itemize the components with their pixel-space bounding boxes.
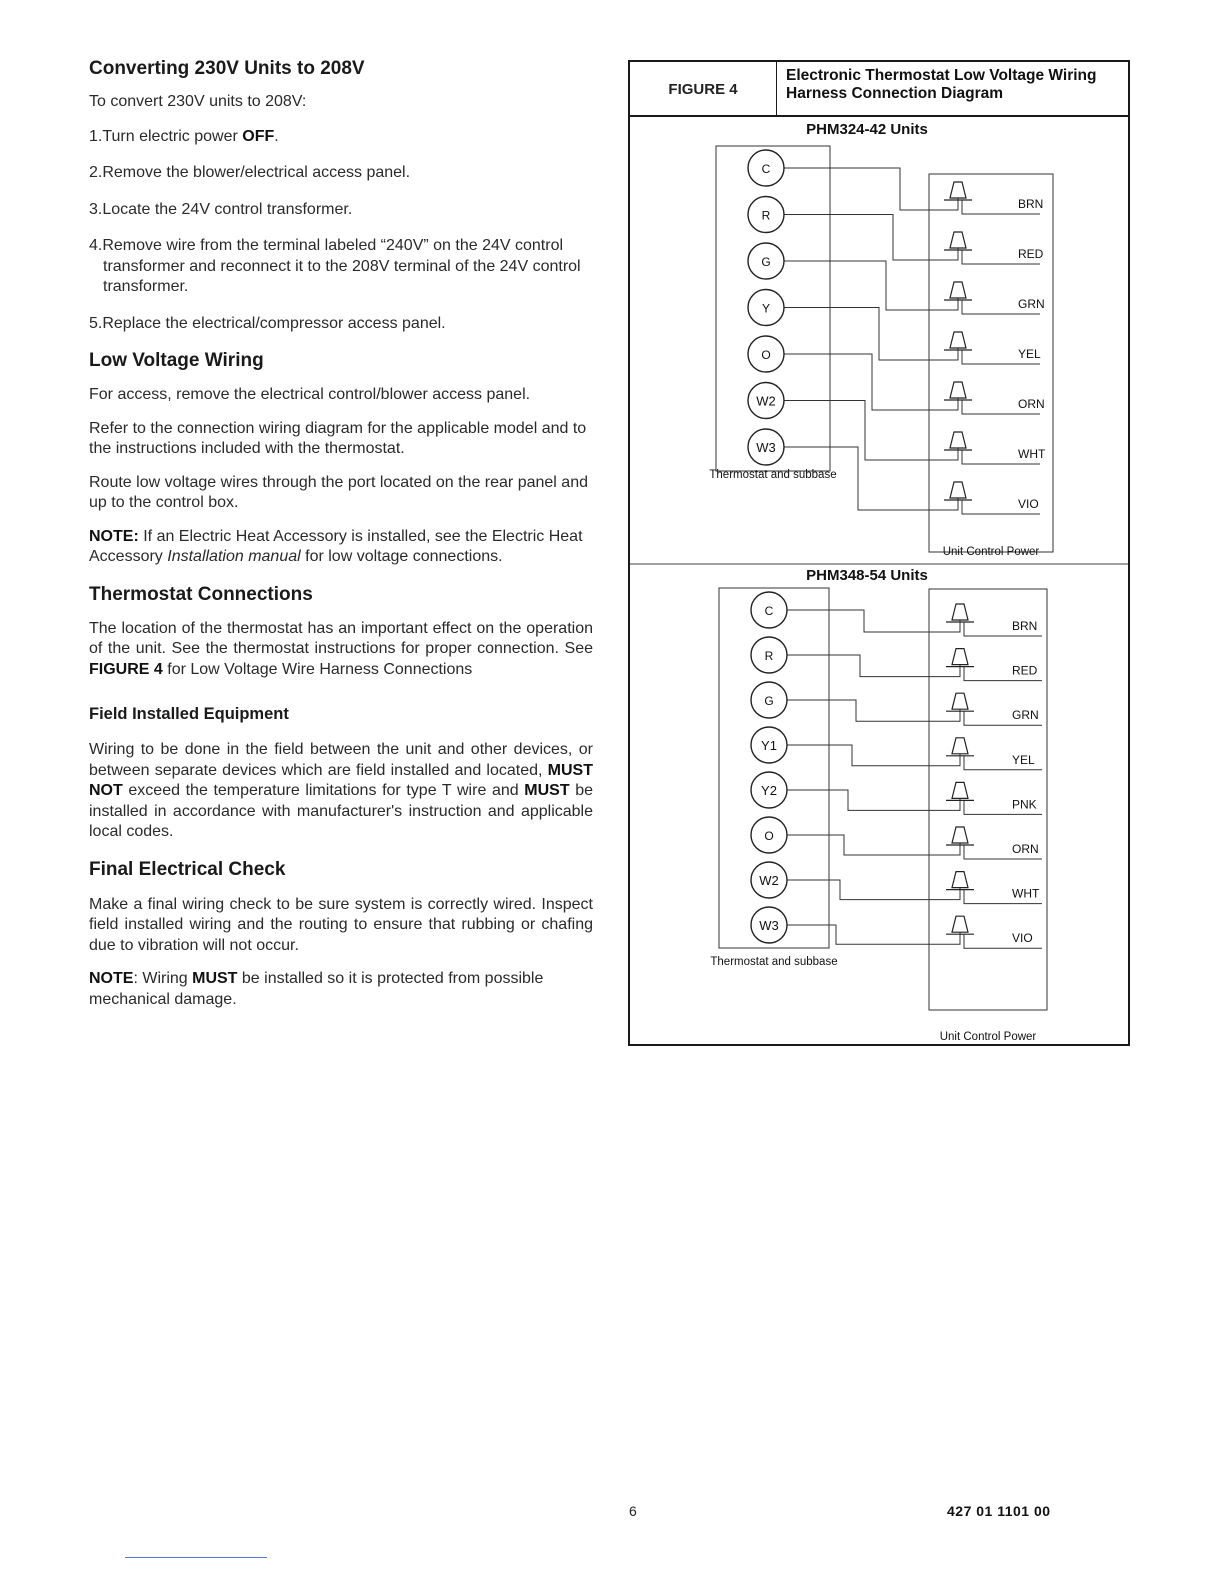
thermostat-paragraph: The location of the thermostat has an important effect on the operation of the unit. See the thermostat instructions for proper connection. See FIGURE 4 for Low Voltage Wire Harness Connections	[89, 619, 593, 678]
diagram-2-wire-y2	[787, 790, 960, 810]
diagram-2-wire-w2	[787, 880, 960, 900]
diagram-2-wire-c	[787, 610, 960, 632]
diagram-2-terminal-label: W2	[759, 873, 779, 888]
diagram-1-wire-color-label: VIO	[1018, 497, 1039, 511]
diagram-2-wire-o	[787, 835, 960, 855]
diagram-2-terminal-label: W3	[759, 918, 779, 933]
diagram-1-connector-icon	[950, 382, 966, 398]
diagram-2-wire-color-label: PNK	[1012, 797, 1037, 812]
diagram-2-wire-color-label: BRN	[1012, 619, 1038, 633]
diagram-1-wire-color-label: BRN	[1018, 197, 1044, 211]
diagram-1-connector-icon	[950, 432, 966, 448]
diagram-1-wire-y	[784, 308, 958, 361]
heading-converting: Converting 230V Units to 208V	[89, 58, 365, 79]
diagram-1-wire-color-label: ORN	[1018, 397, 1045, 411]
diagram-2-terminal-label: O	[764, 829, 774, 843]
diagram-2-wire-color-label: ORN	[1012, 842, 1039, 856]
diagram-1-terminal-label: G	[761, 255, 771, 269]
diagram-2-power-label: Unit Control Power	[939, 1031, 1037, 1043]
diagram-1-unit-control-box	[929, 174, 1053, 552]
diagram-2-connector-icon	[952, 738, 968, 754]
low-voltage-p2: Refer to the connection wiring diagram for the applicable model and to the instructions included with the thermostat.	[89, 419, 587, 457]
low-voltage-note: NOTE: If an Electric Heat Accessory is installed, see the Electric Heat Accessory Installation manual for low voltage connections.	[89, 527, 583, 565]
diagram-2-wire-color-label: RED	[1012, 663, 1038, 678]
diagram-2-wire-color-label: YEL	[1012, 752, 1035, 767]
diagram-1-terminal-label: R	[761, 208, 771, 223]
heading-thermostat: Thermostat Connections	[89, 583, 313, 605]
footer-rule	[125, 1557, 267, 1558]
diagram-1-connector-icon	[950, 332, 966, 348]
diagram-2-wire-color-label: GRN	[1012, 708, 1039, 723]
convert-step-5: 5.Replace the electrical/compressor access panel.	[89, 314, 446, 332]
heading-field-installed: Field Installed Equipment	[89, 705, 289, 723]
diagram-1-connector-icon	[950, 282, 966, 298]
diagram-2-connector-icon	[952, 872, 968, 888]
diagram-1-wire-color-label: RED	[1018, 247, 1044, 261]
diagram-1-thermostat-label: Thermostat and subbase	[709, 469, 837, 481]
diagram-1-terminal-label: O	[761, 348, 771, 362]
diagram-2-thermostat-label: Thermostat and subbase	[710, 956, 838, 968]
diagram-1-connector-icon	[950, 232, 966, 248]
heading-final-check: Final Electrical Check	[89, 858, 286, 880]
diagram-2-wire-color-label: VIO	[1012, 931, 1033, 946]
diagram-2-terminal-label: Y2	[761, 783, 777, 798]
diagram-2-terminal-label: G	[764, 694, 774, 708]
diagram-1-connector-icon	[950, 182, 966, 198]
diagram-2-wire-g	[787, 700, 960, 721]
wiring-diagram	[630, 62, 1128, 1044]
field-paragraph: Wiring to be done in the field between the unit and other devices, or between separate devices which are field installed and located, MUST NOT exceed the temperature limitations for type T wire and MUST be installed in accordance with manufacturer's instruction and applicable local codes.	[89, 741, 594, 840]
diagram-1-terminal-label: C	[761, 162, 771, 176]
diagram-1-terminal-label: W3	[756, 440, 776, 455]
diagram-2-connector-icon	[952, 916, 968, 932]
diagram-1-terminal-label: W2	[756, 393, 776, 409]
diagram-2-wire-r	[787, 655, 960, 677]
diagram-2-terminal-label: Y1	[761, 738, 777, 753]
convert-step-2: 2.Remove the blower/electrical access panel.	[89, 164, 411, 181]
diagram-2-connector-icon	[952, 827, 968, 843]
diagram-2-connector-icon	[952, 693, 968, 709]
diagram-1-terminal-label: Y	[761, 301, 771, 316]
diagram-1-wire-o	[784, 354, 958, 410]
convert-step-1: 1.Turn electric power OFF.	[89, 127, 279, 145]
diagram-1-wire-g	[784, 261, 958, 310]
final-note: NOTE: Wiring MUST be installed so it is protected from possible mechanical damage.	[89, 970, 544, 1008]
page-number: 6	[629, 1503, 637, 1519]
convert-intro: To convert 230V units to 208V:	[89, 93, 307, 110]
convert-step-3: 3.Locate the 24V control transformer.	[89, 200, 353, 218]
low-voltage-p1: For access, remove the electrical control/blower access panel.	[89, 386, 531, 403]
diagram-1-power-label: Unit Control Power	[942, 546, 1040, 558]
diagram-1-connector-icon	[950, 482, 966, 498]
diagram-2-wire-y1	[787, 745, 960, 766]
diagram-2-title: PHM348-54 Units	[806, 567, 928, 584]
diagram-1-wire-color-label: WHT	[1018, 447, 1046, 461]
diagram-2-connector-icon	[952, 782, 968, 798]
final-paragraph: Make a final wiring check to be sure system is correctly wired. Inspect field installed wiring and the routing to ensure that rubbing or chafing due to vibration will not occur.	[89, 895, 593, 954]
heading-low-voltage: Low Voltage Wiring	[89, 350, 264, 371]
document-code: 427 01 1101 00	[947, 1503, 1051, 1519]
diagram-1-title: PHM324-42 Units	[806, 121, 928, 138]
diagram-2-terminal-label: R	[764, 649, 774, 663]
diagram-2-terminal-label: C	[764, 604, 774, 618]
diagram-2-connector-icon	[952, 649, 968, 665]
figure-4	[628, 60, 1130, 1046]
figure-label: FIGURE 4	[630, 62, 777, 116]
diagram-2-connector-icon	[952, 604, 968, 620]
diagram-2-wire-w3	[787, 925, 960, 944]
diagram-1-wire-r	[784, 215, 958, 261]
convert-step-4: 4.Remove wire from the terminal labeled “240V” on the 24V control transformer and reconnect it to the 208V terminal of the 24V control transformer.	[89, 237, 581, 295]
diagram-1-wire-color-label: GRN	[1018, 297, 1045, 311]
figure-title: Electronic Thermostat Low Voltage Wiring Harness Connection Diagram	[786, 67, 1097, 102]
low-voltage-p3: Route low voltage wires through the port located on the rear panel and up to the control box.	[89, 473, 588, 511]
diagram-1-wire-color-label: YEL	[1018, 347, 1041, 361]
diagram-1-wire-w2	[784, 401, 958, 461]
left-column	[89, 58, 593, 1010]
diagram-2-wire-color-label: WHT	[1012, 886, 1040, 901]
